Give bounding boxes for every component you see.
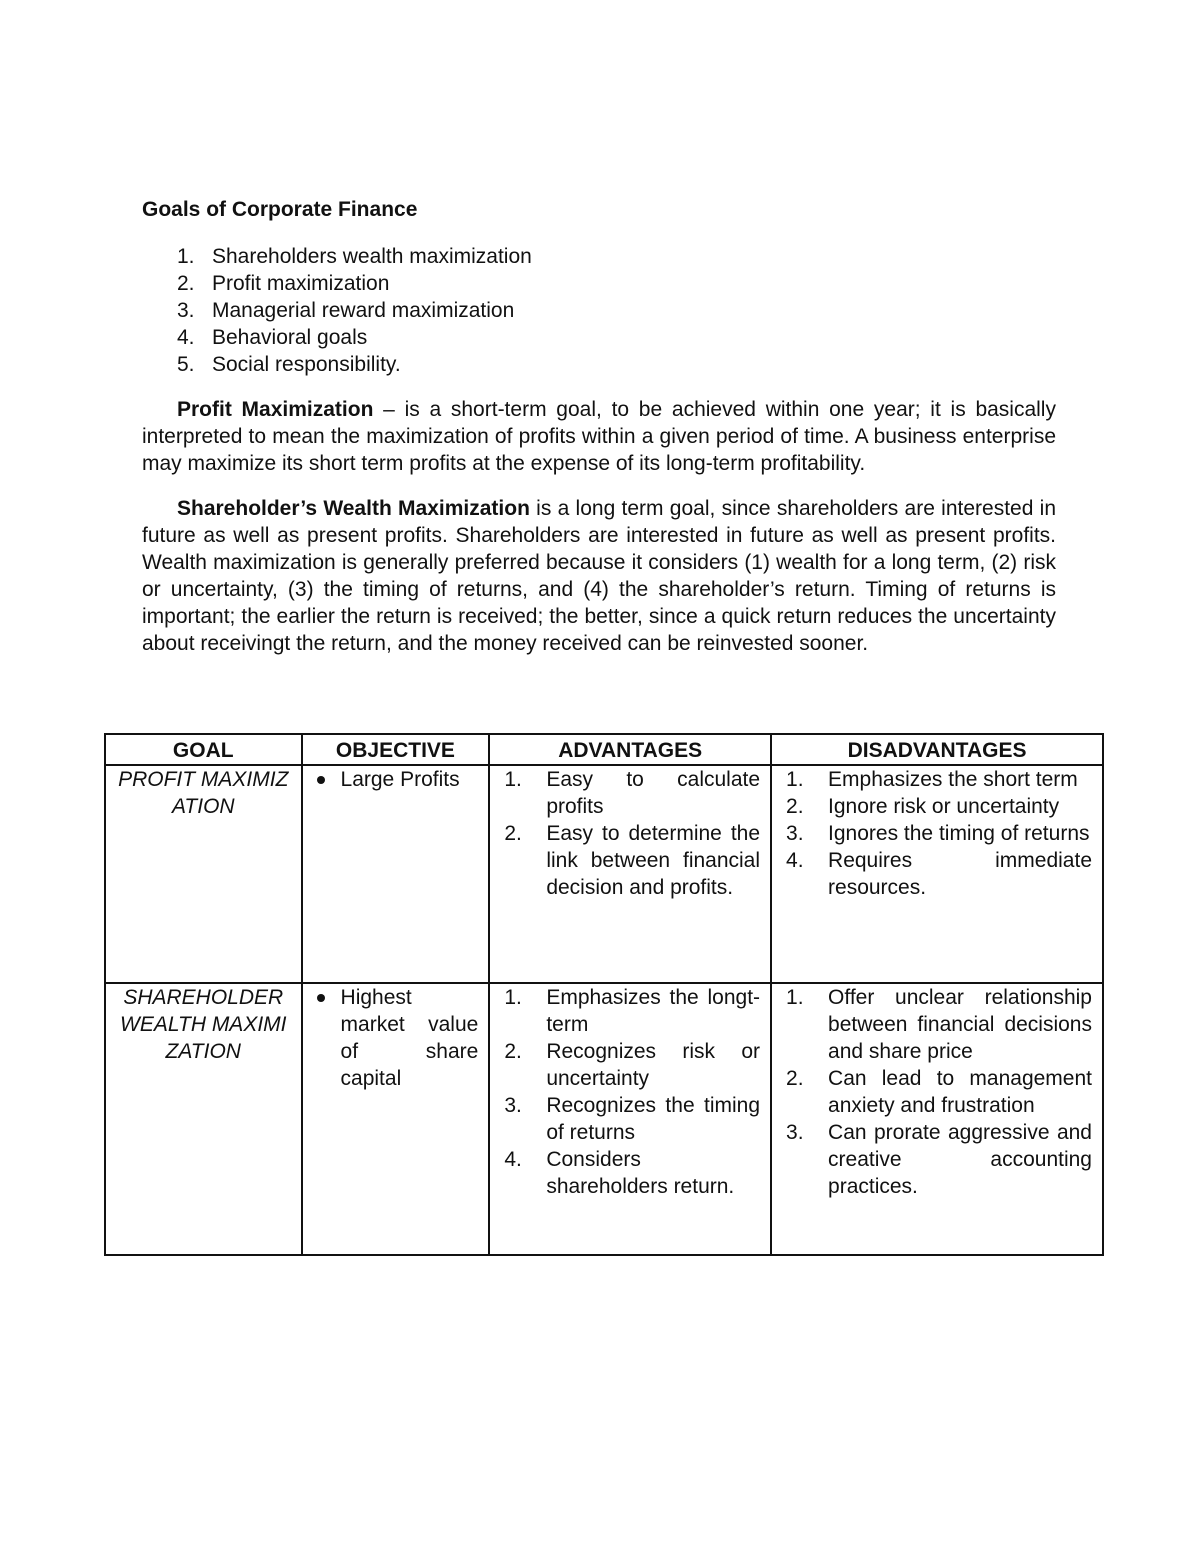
objective-cell (302, 983, 490, 1255)
advantages-cell (489, 983, 771, 1255)
list-item: 1. Emphasizes the longt-term (504, 986, 761, 1036)
list-item: 3. Managerial reward maximization (177, 299, 515, 322)
list-item: 2. Can lead to management anxiety and frustration (786, 1067, 1092, 1117)
table-row (105, 983, 1103, 1255)
header-objective: OBJECTIVE (302, 734, 490, 765)
header-disadvantages: DISADVANTAGES (771, 734, 1103, 765)
list-item: Large Profits (313, 766, 479, 793)
list-item: 4. Behavioral goals (177, 326, 368, 349)
profit-maximization-paragraph: Profit Maximization – is a short-term goal, to be achieved within one year; it is basically interpreted to mean the maximization of profits within a given period of time. A business enterprise may maximize its short term profits at the expense of its long-term profitability. (142, 398, 1056, 475)
list-item: 3. Ignores the timing of returns (786, 822, 1090, 845)
wealth-maximization-term: Shareholder’s Wealth Maximization (177, 497, 530, 520)
goal-cell: SHAREHOLDER WEALTH MAXIMIZATION (105, 983, 302, 1255)
document-body (142, 196, 1056, 675)
wealth-maximization-paragraph: Shareholder’s Wealth Maximization is a long term goal, since shareholders are interested in future as well as present profits. Shareholders are interested in future as well as present profits. Wealth maximization is generally preferred because it considers (1) wealth for a long term, (2) risk or uncertainty, (3) the timing of returns, and (4) the shareholder’s return. Timing of returns is important; the earlier the return is received; the better, since a quick return reduces the uncertainty about receivingt the return, and the money received can be reinvested sooner. (142, 497, 1057, 655)
document-title: Goals of Corporate Finance (142, 198, 418, 221)
list-item: 1. Easy to calculate profits (504, 768, 761, 818)
objective-cell (302, 765, 490, 983)
bullet-icon (317, 776, 325, 784)
list-item: 2. Recognizes risk or uncertainty (504, 1040, 761, 1090)
disadvantages-cell (771, 765, 1103, 983)
table-row (105, 765, 1103, 983)
list-item: 1. Shareholders wealth maximization (177, 245, 532, 268)
list-item: 5. Social responsibility. (177, 353, 401, 376)
list-item: 3. Recognizes the timing of returns (504, 1094, 761, 1144)
profit-maximization-term: Profit Maximization (177, 398, 374, 421)
list-item: 2. Profit maximization (177, 272, 390, 295)
goals-comparison-table (104, 733, 1104, 1256)
disadvantages-cell (771, 983, 1103, 1255)
list-item: Highest market value of share capital (313, 984, 479, 1092)
advantages-cell (489, 765, 771, 983)
list-item: 2. Ignore risk or uncertainty (786, 795, 1060, 818)
header-advantages: ADVANTAGES (489, 734, 771, 765)
list-item: 3. Can prorate aggressive and creative accounting practices. (786, 1121, 1092, 1198)
goal-cell: PROFIT MAXIMIZATION (105, 765, 302, 983)
list-item: 4. Requires immediate resources. (786, 849, 1092, 899)
list-item: 4. Considers shareholders return. (504, 1148, 735, 1198)
list-item: 1. Offer unclear relationship between financial decisions and share price (786, 986, 1092, 1063)
list-item: 2. Easy to determine the link between financial decision and profits. (504, 822, 761, 899)
goals-list (142, 243, 1056, 378)
header-goal: GOAL (105, 734, 302, 765)
table-header-row (105, 734, 1103, 765)
list-item: 1. Emphasizes the short term (786, 768, 1078, 791)
bullet-icon (317, 994, 325, 1002)
